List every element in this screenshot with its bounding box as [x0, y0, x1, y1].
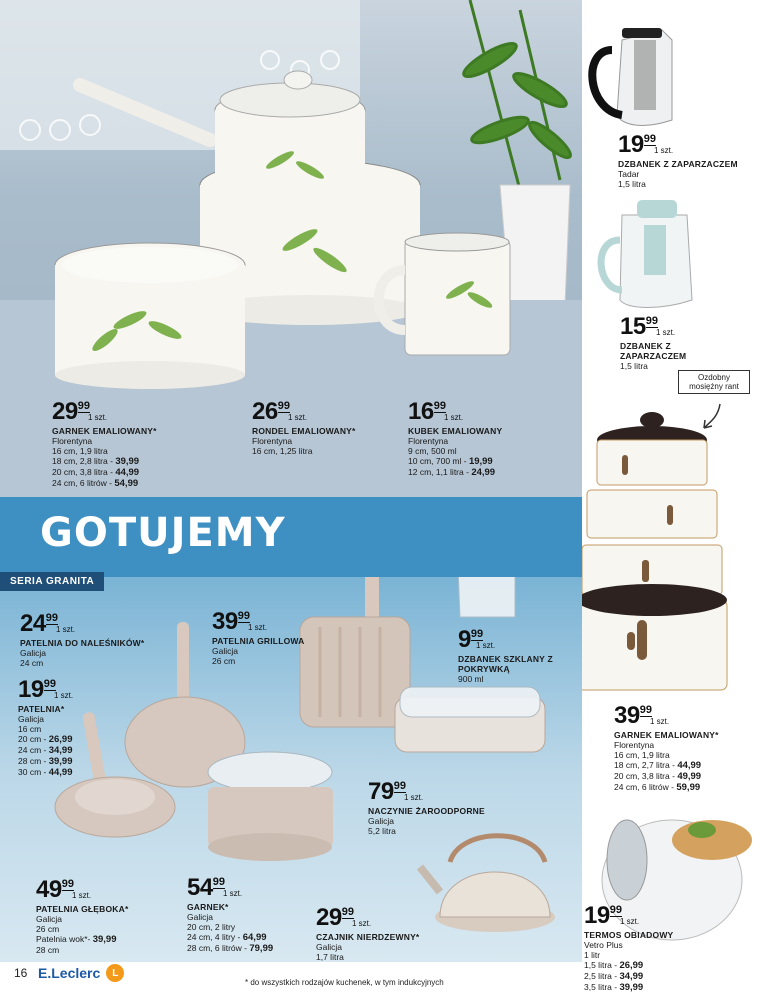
brand-name: E.Leclerc: [38, 965, 101, 981]
price-cents: 99: [433, 400, 446, 412]
price-cents: 99: [277, 400, 290, 412]
price-main: 19: [18, 676, 44, 703]
product-line: Florentyna: [614, 740, 655, 750]
unit-label: 1 szt.: [288, 413, 308, 422]
product-line: 26 cm: [212, 656, 236, 666]
variant-line: 24 cm, 6 litrów - 59,99: [614, 782, 701, 793]
price-cents: 99: [470, 628, 484, 640]
price-cents: 99: [639, 704, 652, 716]
unit-label: 1 szt.: [54, 691, 74, 700]
price-main: 15: [620, 313, 646, 340]
product-name: GARNEK*: [187, 902, 229, 912]
product-line: Vetro Plus: [584, 940, 623, 950]
price-tag: [408, 400, 558, 424]
price-cents: 99: [77, 400, 90, 412]
product-dzbanek-szklany[interactable]: [458, 628, 568, 684]
product-name: PATELNIA*: [18, 704, 65, 714]
product-line: Florentyna: [52, 436, 93, 446]
product-line: Galicja: [187, 912, 213, 922]
product-name: CZAJNIK NIERDZEWNY*: [316, 932, 420, 942]
unit-label: 1 szt.: [476, 641, 496, 650]
product-line: 16 cm, 1,9 litra: [614, 750, 670, 760]
product-name: NACZYNIE ŻAROODPORNE: [368, 806, 485, 816]
unit-label: 1 szt.: [620, 917, 640, 926]
price-tag: [20, 612, 170, 636]
product-name: PATELNIA GŁĘBOKA*: [36, 904, 129, 914]
product-line: 16 cm, 1,25 litra: [252, 446, 313, 456]
price-cents: 99: [212, 876, 225, 888]
product-garnek-cactus[interactable]: [614, 704, 764, 793]
variant-line: 10 cm, 700 ml - 19,99: [408, 456, 493, 467]
price-tag: [212, 610, 362, 634]
product-line: 9 cm, 500 ml: [408, 446, 457, 456]
unit-label: 1 szt.: [56, 625, 76, 634]
product-rondel-emaliowany[interactable]: [252, 400, 402, 456]
price-tag: [52, 400, 202, 424]
price-main: 49: [36, 876, 62, 903]
product-name: DZBANEK Z ZAPARZACZEM: [618, 159, 738, 169]
unit-label: 1 szt.: [404, 793, 424, 802]
page-number: 16: [14, 966, 28, 980]
price-tag: [18, 678, 138, 702]
product-kubek-emaliowany[interactable]: [408, 400, 558, 478]
price-main: 39: [212, 608, 238, 635]
product-line: Galicja: [20, 648, 46, 658]
price-tag: [618, 133, 768, 157]
price-main: 79: [368, 778, 394, 805]
unit-label: 1 szt.: [223, 889, 243, 898]
price-tag: [187, 876, 337, 900]
product-patelnia-gleboka[interactable]: [36, 878, 186, 955]
product-line: Florentyna: [252, 436, 293, 446]
product-line: Galicja: [316, 942, 342, 952]
product-name: KUBEK EMALIOWANY: [408, 426, 503, 436]
product-name: GARNEK EMALIOWANY*: [52, 426, 157, 436]
price-cents: 99: [609, 904, 622, 916]
product-name: PATELNIA GRILLOWA: [212, 636, 305, 646]
variant-line: 18 cm, 2,8 litra - 39,99: [52, 456, 140, 467]
product-line: 5,2 litra: [368, 826, 396, 836]
product-name: GARNEK EMALIOWANY*: [614, 730, 719, 740]
product-naczynie-zaroodporne[interactable]: [368, 780, 518, 836]
product-line: 20 cm, 2 litry: [187, 922, 236, 932]
product-line: 28 cm: [36, 945, 60, 955]
variant-line: 24 cm - 34,99: [18, 745, 73, 756]
price-tag: [620, 315, 720, 339]
footnote: * do wszystkich rodzajów kuchenek, w tym indukcyjnych: [245, 978, 444, 987]
section-title: GOTUJEMY: [40, 510, 286, 556]
price-tag: [36, 878, 186, 902]
product-patelnia-nalesnik[interactable]: [20, 612, 170, 668]
price-tag: [584, 904, 734, 928]
unit-label: 1 szt.: [72, 891, 92, 900]
variant-line: 28 cm - 39,99: [18, 756, 73, 767]
product-garnek-emaliowany[interactable]: [52, 400, 202, 489]
variant-line: 20 cm, 3,8 litra - 44,99: [52, 467, 140, 478]
product-line: Galicja: [18, 714, 44, 724]
variant-line: 24 cm, 4 litry - 64,99: [187, 932, 267, 943]
product-line: Tadar: [618, 169, 640, 179]
product-dzbanek-zaparzacz[interactable]: [620, 315, 720, 371]
product-line: 1,5 litra: [620, 361, 648, 371]
variant-line: 24 cm, 6 litrów - 54,99: [52, 478, 139, 489]
price-tag: [458, 628, 568, 652]
price-main: 9: [458, 626, 471, 653]
product-name: RONDEL EMALIOWANY*: [252, 426, 356, 436]
variant-line: 20 cm - 26,99: [18, 734, 73, 745]
product-line: 16 cm, 1,9 litra: [52, 446, 108, 456]
product-line: Galicja: [368, 816, 394, 826]
variant-line: 20 cm, 3,8 litra - 49,99: [614, 771, 702, 782]
price-main: 19: [584, 902, 610, 929]
price-cents: 99: [645, 315, 658, 327]
product-name: DZBANEK SZKLANY Z POKRYWKĄ: [458, 654, 553, 674]
unit-label: 1 szt.: [248, 623, 268, 632]
annotation-arrow-icon: [700, 402, 730, 432]
unit-label: 1 szt.: [650, 717, 670, 726]
unit-label: 1 szt.: [656, 328, 676, 337]
product-line: Florentyna: [408, 436, 449, 446]
series-label: SERIA GRANITA: [0, 572, 104, 591]
price-cents: 99: [43, 678, 56, 690]
product-line: 24 cm: [20, 658, 44, 668]
unit-label: 1 szt.: [444, 413, 464, 422]
annotation-box: Ozdobny mosiężny rant: [678, 370, 750, 394]
price-cents: 99: [237, 610, 250, 622]
brand-logo[interactable]: [38, 962, 124, 984]
product-line: 26 cm: [36, 924, 60, 934]
variant-line: 28 cm, 6 litrów - 79,99: [187, 943, 274, 954]
price-main: 24: [20, 610, 46, 637]
product-czajnik[interactable]: [316, 906, 466, 962]
price-main: 29: [52, 398, 78, 425]
variant-line: 12 cm, 1,1 litra - 24,99: [408, 467, 496, 478]
price-main: 26: [252, 398, 278, 425]
product-line: 1 litr: [584, 950, 601, 960]
product-line: 1,7 litra: [316, 952, 344, 962]
price-tag: [316, 906, 466, 930]
unit-label: 1 szt.: [88, 413, 108, 422]
product-line: 1,5 litra: [618, 179, 646, 189]
variant-line: 2,5 litra - 34,99: [584, 971, 644, 982]
price-main: 19: [618, 131, 644, 158]
price-main: 16: [408, 398, 434, 425]
unit-label: 1 szt.: [654, 146, 674, 155]
price-tag: [614, 704, 764, 728]
product-patelnia[interactable]: [18, 678, 138, 778]
product-patelnia-grillowa[interactable]: [212, 610, 362, 666]
product-name: DZBANEK Z ZAPARZACZEM: [620, 341, 687, 361]
product-line: 900 ml: [458, 674, 484, 684]
variant-line: 3,5 litra - 39,99: [584, 982, 644, 993]
variant-line: 18 cm, 2,7 litra - 44,99: [614, 760, 702, 771]
product-dzbanek-tadar[interactable]: [618, 133, 768, 189]
price-main: 39: [614, 702, 640, 729]
price-main: 54: [187, 874, 213, 901]
price-tag: [368, 780, 518, 804]
price-cents: 99: [45, 612, 58, 624]
price-cents: 99: [61, 878, 74, 890]
variant-line: 1,5 litra - 26,99: [584, 960, 644, 971]
variant-line: 30 cm - 44,99: [18, 767, 73, 778]
product-name: TERMOS OBIADOWY: [584, 930, 674, 940]
product-line: Galicja: [212, 646, 238, 656]
product-line: 16 cm: [18, 724, 42, 734]
product-termos-obiadowy[interactable]: [584, 904, 734, 993]
product-line: Galicja: [36, 914, 62, 924]
price-tag: [252, 400, 402, 424]
unit-label: 1 szt.: [352, 919, 372, 928]
price-cents: 99: [341, 906, 354, 918]
leclerc-icon: L: [106, 964, 124, 982]
product-garnek-galicja[interactable]: [187, 876, 337, 954]
price-cents: 99: [393, 780, 406, 792]
variant-line: Patelnia wok*- 39,99: [36, 934, 117, 945]
product-name: PATELNIA DO NALEŚNIKÓW*: [20, 638, 145, 648]
price-main: 29: [316, 904, 342, 931]
price-cents: 99: [643, 133, 656, 145]
